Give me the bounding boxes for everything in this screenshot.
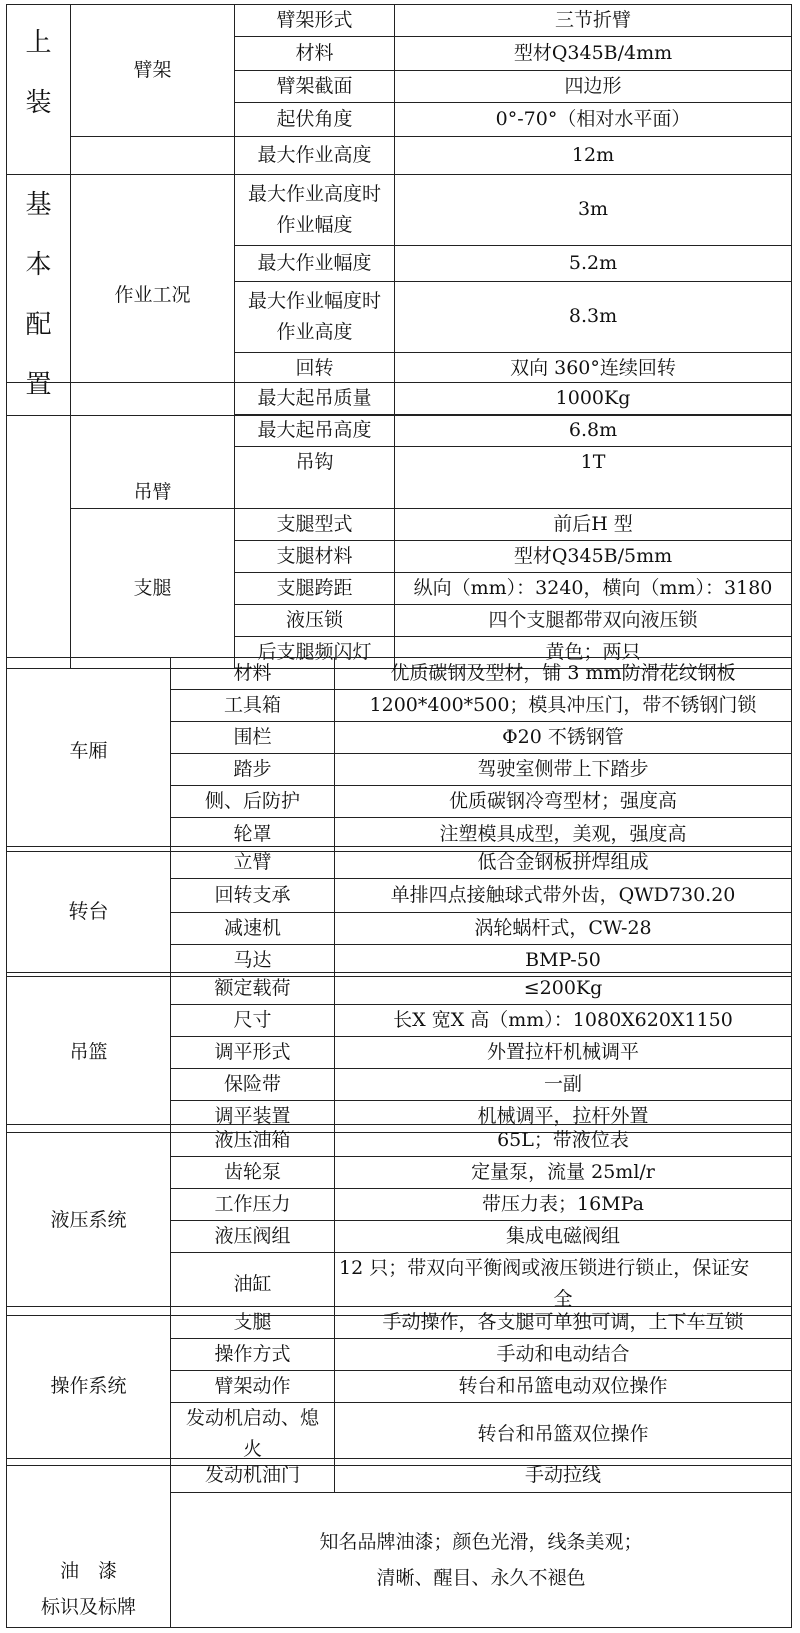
spec-value: 转台和吊篮双位操作: [335, 1403, 792, 1466]
spec-value: 集成电磁阀组: [335, 1221, 792, 1253]
spec-value-line: 全: [553, 1288, 573, 1310]
spec-name: 最大作业高度: [235, 137, 395, 175]
paint-label-line: 油 漆: [59, 1560, 117, 1582]
spec-name: 立臂: [171, 847, 335, 879]
spec-value: BMP-50: [335, 945, 792, 977]
spec-value: 三节折臂: [395, 5, 792, 37]
spec-value: 驾驶室侧带上下踏步: [335, 754, 792, 786]
spec-name: 吊钩: [235, 447, 395, 509]
spec-name: 回转支承: [171, 879, 335, 913]
spec-name: [235, 175, 395, 246]
section-crane-outrigger: [6, 382, 792, 663]
spec-name: 后支腿频闪灯: [235, 637, 395, 669]
spec-value: 手动操作，各支腿可单独可调，上下车互锁: [335, 1307, 792, 1339]
spec-name: 马达: [171, 945, 335, 977]
turntable-group-label: 转台: [7, 847, 171, 977]
spec-name: 液压锁: [235, 605, 395, 637]
basic-group-label: 作业工况: [71, 175, 235, 416]
spec-name: 臂架形式: [235, 5, 395, 37]
spec-value: 型材Q345B/4mm: [395, 37, 792, 71]
spec-value: 65L；带液位表: [335, 1125, 792, 1157]
spec-name: [171, 1403, 335, 1466]
spec-name: 臂架动作: [171, 1371, 335, 1403]
section-basket: [6, 972, 792, 1127]
section-control: [6, 1306, 792, 1458]
spec-value: 手动和电动结合: [335, 1339, 792, 1371]
spec-name: 油缸: [171, 1253, 335, 1316]
spec-name: 支腿: [171, 1307, 335, 1339]
spec-value: 转台和吊篮电动双位操作: [335, 1371, 792, 1403]
spec-name: 踏步: [171, 754, 335, 786]
paint-description: [171, 1493, 792, 1628]
spec-value: 型材Q345B/5mm: [395, 541, 792, 573]
spec-name: 起伏角度: [235, 103, 395, 137]
upper-category-label: [7, 5, 71, 175]
basic-char-2: 本: [25, 250, 52, 280]
paint-group-label: [7, 1459, 171, 1628]
spec-name-line: 最大作业高度时: [247, 182, 381, 205]
spec-value: 纵向（mm）：3240，横向（mm）：3180: [395, 573, 792, 605]
spec-name: 工具箱: [171, 690, 335, 722]
spec-name: 支腿材料: [235, 541, 395, 573]
spec-value: 12m: [395, 137, 792, 175]
basic-category-label: [7, 175, 71, 416]
spec-value: 单排四点接触球式带外齿，QWD730.20: [335, 879, 792, 913]
spec-value: 四边形: [395, 71, 792, 103]
basket-group-label: 吊篮: [7, 973, 171, 1133]
spec-value: 四个支腿都带双向液压锁: [395, 605, 792, 637]
spec-name: 液压阀组: [171, 1221, 335, 1253]
spec-name: 最大起吊质量: [235, 383, 395, 415]
spec-name: 液压油箱: [171, 1125, 335, 1157]
basic-char-3: 配: [25, 310, 52, 340]
spec-name-line: 最大作业幅度时: [247, 289, 381, 312]
spec-value: 8.3m: [395, 281, 792, 352]
spec-name-line: 作业幅度: [276, 213, 353, 236]
upper-char-1: 上: [25, 28, 52, 58]
spec-name: 侧、后防护: [171, 786, 335, 818]
spec-value: 优质碳钢冷弯型材；强度高: [335, 786, 792, 818]
spec-value: 前后H 型: [395, 509, 792, 541]
control-group-label: 操作系统: [7, 1307, 171, 1466]
spec-name: 最大起吊高度: [235, 415, 395, 447]
spec-name: 材料: [235, 37, 395, 71]
paint-line: 知名品牌油漆；颜色光滑，线条美观；: [319, 1531, 643, 1553]
spec-value: Φ20 不锈钢管: [335, 722, 792, 754]
crane-blank-category: [7, 383, 71, 669]
spec-value: 3m: [395, 175, 792, 246]
upper-group-label: 臂架: [71, 5, 235, 137]
spec-value: 定量泵，流量 25ml/r: [335, 1157, 792, 1189]
spec-value: 带压力表；16MPa: [335, 1189, 792, 1221]
spec-name: 齿轮泵: [171, 1157, 335, 1189]
section-box: [6, 657, 792, 846]
basic-char-1: 基: [25, 190, 52, 220]
spec-value: 长X 宽X 高（mm）：1080X620X1150: [335, 1005, 792, 1037]
spec-value: ≤200Kg: [335, 973, 792, 1005]
spec-value: 低合金钢板拼焊组成: [335, 847, 792, 879]
spec-value: 双向 360°连续回转: [395, 352, 792, 415]
spec-name: 保险带: [171, 1069, 335, 1101]
spec-name: 尺寸: [171, 1005, 335, 1037]
spec-name-line: 作业高度: [276, 320, 353, 343]
spec-name-line: 发动机启动、熄: [185, 1407, 319, 1429]
hydraulic-group-label: 液压系统: [7, 1125, 171, 1316]
spec-name: 调平形式: [171, 1037, 335, 1069]
spec-value: 注塑模具成型，美观，强度高: [335, 818, 792, 852]
spec-name: 轮罩: [171, 818, 335, 852]
spec-name: 工作压力: [171, 1189, 335, 1221]
spec-name: 臂架截面: [235, 71, 395, 103]
spec-name: 额定载荷: [171, 973, 335, 1005]
spec-value: 外置拉杆机械调平: [335, 1037, 792, 1069]
upper-empty-cell: [71, 137, 235, 175]
spec-value: 6.8m: [395, 415, 792, 447]
spec-name: 围栏: [171, 722, 335, 754]
spec-value: 优质碳钢及型材，铺 3 mm防滑花纹钢板: [335, 658, 792, 690]
upper-char-2: 装: [25, 88, 52, 118]
spec-value-line: 12 只；带双向平衡阀或液压锁进行锁止，保证安: [339, 1257, 750, 1279]
spec-name: 回转: [235, 352, 395, 415]
spec-value: 1000Kg: [395, 383, 792, 415]
section-paint: [6, 1458, 792, 1628]
spec-name: 发动机油门: [171, 1459, 335, 1493]
spec-value: 一副: [335, 1069, 792, 1101]
basic-char-4: 置: [25, 370, 52, 400]
spec-value: 1T: [395, 447, 792, 509]
spec-name: 支腿跨距: [235, 573, 395, 605]
spec-name: [235, 281, 395, 352]
spec-name: 最大作业幅度: [235, 245, 395, 281]
box-group-label: 车厢: [7, 658, 171, 852]
spec-name: 调平装置: [171, 1101, 335, 1133]
outrigger-group-label: 支腿: [71, 509, 235, 669]
spec-value: 机械调平，拉杆外置: [335, 1101, 792, 1133]
paint-label-line: 标识及标牌: [40, 1596, 136, 1618]
section-turntable: [6, 846, 792, 972]
section-upper: [6, 4, 792, 174]
spec-value: 5.2m: [395, 245, 792, 281]
section-hydraulic: [6, 1124, 792, 1310]
spec-name: 材料: [171, 658, 335, 690]
spec-value: 黄色；两只: [395, 637, 792, 669]
spec-name: 减速机: [171, 913, 335, 945]
paint-line: 清晰、醒目、永久不褪色: [376, 1567, 586, 1589]
spec-name: 操作方式: [171, 1339, 335, 1371]
spec-value: 0°-70°（相对水平面）: [395, 103, 792, 137]
spec-value: 手动拉线: [335, 1459, 792, 1493]
spec-value: 1200*400*500；模具冲压门，带不锈钢门锁: [335, 690, 792, 722]
spec-name-line: 火: [242, 1438, 262, 1460]
spec-value: 涡轮蜗杆式，CW-28: [335, 913, 792, 945]
spec-name: 支腿型式: [235, 509, 395, 541]
crane-group-label: 吊臂: [71, 383, 235, 509]
